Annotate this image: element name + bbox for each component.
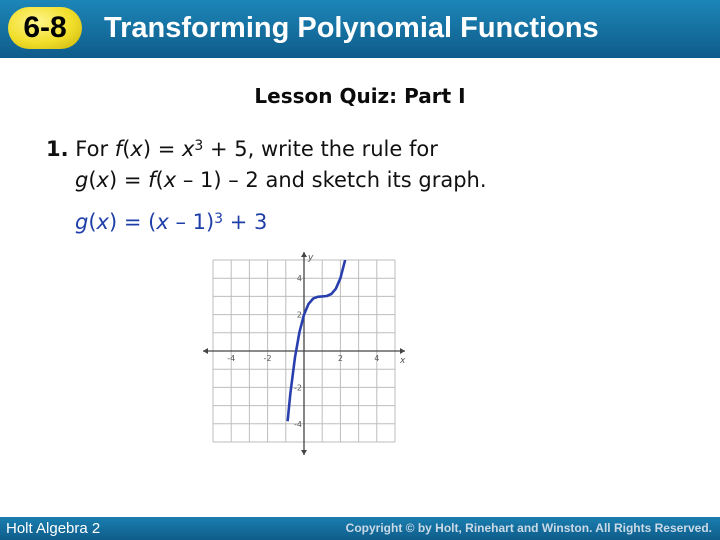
question-text: (	[88, 168, 97, 192]
question-text: g	[75, 168, 89, 192]
cubic-graph	[200, 250, 415, 462]
answer-text: x	[156, 210, 169, 234]
x-tick-label: -2	[263, 354, 272, 363]
question-line-1	[46, 137, 438, 161]
x-axis-arrow	[203, 348, 208, 354]
header-bar	[0, 0, 720, 58]
answer-text: – 1)	[168, 210, 215, 234]
question-text: (	[155, 168, 164, 192]
x-tick-label: 4	[374, 354, 380, 363]
question-text: x	[96, 168, 109, 192]
answer-text: + 3	[223, 210, 268, 234]
textbook-name: Holt Algebra 2	[6, 520, 101, 537]
y-axis-arrow	[301, 252, 307, 257]
question-text: f	[114, 137, 123, 161]
answer-text: ) = (	[108, 210, 157, 234]
copyright-notice: Copyright © by Holt, Rinehart and Winston. All Rights Reserved.	[345, 521, 712, 535]
y-tick-label: 2	[296, 310, 302, 320]
x-tick-label: -4	[227, 354, 236, 363]
y-tick-label: -4	[294, 419, 302, 429]
answer-text: x	[96, 210, 109, 234]
answer-line	[75, 210, 267, 234]
x-axis-label: x	[400, 356, 406, 366]
footer-bar	[0, 517, 720, 540]
question-number: 1.	[46, 137, 69, 161]
exponent: 3	[194, 138, 204, 154]
question-text: (	[122, 137, 131, 161]
y-axis-label: y	[308, 253, 314, 263]
question-line-2	[75, 168, 487, 192]
question-text: x	[181, 137, 195, 161]
question-text: f	[148, 168, 156, 192]
quiz-subtitle: Lesson Quiz: Part I	[254, 84, 466, 108]
y-tick-label: -2	[294, 383, 302, 393]
y-axis-arrow	[301, 450, 307, 455]
answer-text: (	[88, 210, 97, 234]
question-text: x	[130, 137, 143, 161]
x-axis-arrow	[400, 348, 405, 354]
answer-text: g	[75, 210, 89, 234]
question-text: – 1) – 2 and sketch its graph.	[176, 168, 487, 192]
question-text: ) =	[142, 137, 182, 161]
y-tick-label: 4	[296, 274, 302, 284]
question-text: + 5, write the rule for	[203, 137, 438, 161]
exponent: 3	[214, 211, 224, 227]
x-tick-label: 2	[337, 354, 343, 363]
question-text: ) =	[108, 168, 149, 192]
page-title: Transforming Polynomial Functions	[104, 12, 599, 44]
lesson-badge: 6-8	[8, 7, 82, 49]
question-text: For	[75, 137, 115, 161]
question-text: x	[163, 168, 177, 192]
